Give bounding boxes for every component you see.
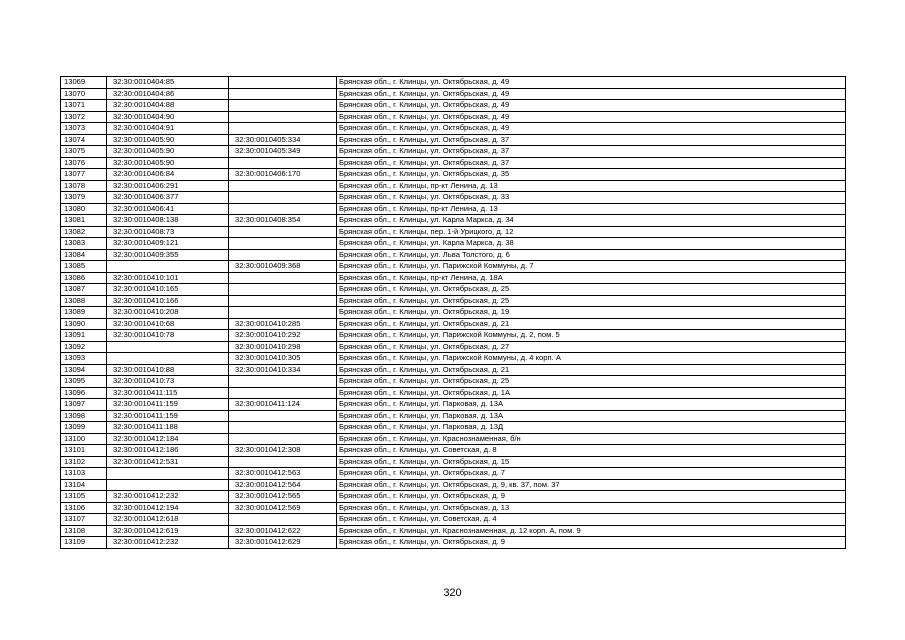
land-cadastral-number-cell: 32:30:0010412:184 (107, 433, 229, 445)
row-number-cell: 13069 (61, 77, 107, 89)
table-row (61, 249, 846, 261)
row-number-cell: 13102 (61, 456, 107, 468)
table-row (61, 433, 846, 445)
land-cadastral-number-cell: 32:30:0010410:165 (107, 284, 229, 296)
row-number-cell: 13106 (61, 502, 107, 514)
address-cell: Брянская обл., г. Клинцы, ул. Октябрьская, д. 33 (337, 192, 846, 204)
table-row (61, 410, 846, 422)
table-row (61, 491, 846, 503)
address-cell: Брянская обл., г. Клинцы, ул. Краснознаменная, б/н (337, 433, 846, 445)
row-number-cell: 13107 (61, 514, 107, 526)
land-cadastral-number-cell: 32:30:0010410:208 (107, 307, 229, 319)
table-row (61, 422, 846, 434)
row-number-cell: 13073 (61, 123, 107, 135)
table-row (61, 537, 846, 549)
land-cadastral-number-cell: 32:30:0010405:90 (107, 157, 229, 169)
row-number-cell: 13095 (61, 376, 107, 388)
land-cadastral-number-cell: 32:30:0010405:90 (107, 146, 229, 158)
address-cell: Брянская обл., г. Клинцы, ул. Краснознаменная, д. 12 корп. А, пом. 9 (337, 525, 846, 537)
row-number-cell: 13098 (61, 410, 107, 422)
land-cadastral-number-cell: 32:30:0010409:355 (107, 249, 229, 261)
building-cadastral-number-cell: 32:30:0010412:563 (229, 468, 337, 480)
land-cadastral-number-cell: 32:30:0010405:90 (107, 134, 229, 146)
table-row (61, 387, 846, 399)
row-number-cell: 13072 (61, 111, 107, 123)
building-cadastral-number-cell: 32:30:0010405:334 (229, 134, 337, 146)
land-cadastral-number-cell: 32:30:0010404:85 (107, 77, 229, 89)
row-number-cell: 13109 (61, 537, 107, 549)
table-row (61, 192, 846, 204)
land-cadastral-number-cell: 32:30:0010406:84 (107, 169, 229, 181)
building-cadastral-number-cell: 32:30:0010412:622 (229, 525, 337, 537)
land-cadastral-number-cell: 32:30:0010412:232 (107, 491, 229, 503)
table-row (61, 445, 846, 457)
table-row (61, 203, 846, 215)
row-number-cell: 13091 (61, 330, 107, 342)
row-number-cell: 13096 (61, 387, 107, 399)
address-cell: Брянская обл., г. Клинцы, ул. Льва Толстого, д. 6 (337, 249, 846, 261)
address-cell: Брянская обл., г. Клинцы, ул. Парковая, д. 13А (337, 410, 846, 422)
row-number-cell: 13089 (61, 307, 107, 319)
building-cadastral-number-cell (229, 284, 337, 296)
address-cell: Брянская обл., г. Клинцы, ул. Парковая, д. 13Д (337, 422, 846, 434)
land-cadastral-number-cell: 32:30:0010411:188 (107, 422, 229, 434)
land-cadastral-number-cell: 32:30:0010410:88 (107, 364, 229, 376)
table-row (61, 284, 846, 296)
building-cadastral-number-cell (229, 422, 337, 434)
land-cadastral-number-cell (107, 341, 229, 353)
row-number-cell: 13077 (61, 169, 107, 181)
land-cadastral-number-cell: 32:30:0010406:377 (107, 192, 229, 204)
row-number-cell: 13086 (61, 272, 107, 284)
row-number-cell: 13097 (61, 399, 107, 411)
row-number-cell: 13078 (61, 180, 107, 192)
land-cadastral-number-cell: 32:30:0010412:531 (107, 456, 229, 468)
row-number-cell: 13070 (61, 88, 107, 100)
table-row (61, 157, 846, 169)
address-cell: Брянская обл., г. Клинцы, ул. Парижской Коммуны, д. 4 корп. А (337, 353, 846, 365)
table-row (61, 364, 846, 376)
row-number-cell: 13104 (61, 479, 107, 491)
address-cell: Брянская обл., г. Клинцы, ул. Советская, д. 4 (337, 514, 846, 526)
address-cell: Брянская обл., г. Клинцы, ул. Октябрьская, д. 15 (337, 456, 846, 468)
row-number-cell: 13092 (61, 341, 107, 353)
building-cadastral-number-cell: 32:30:0010412:564 (229, 479, 337, 491)
row-number-cell: 13105 (61, 491, 107, 503)
building-cadastral-number-cell (229, 203, 337, 215)
building-cadastral-number-cell: 32:30:0010412:629 (229, 537, 337, 549)
building-cadastral-number-cell: 32:30:0010410:305 (229, 353, 337, 365)
address-cell: Брянская обл., г. Клинцы, ул. Октябрьская, д. 49 (337, 111, 846, 123)
building-cadastral-number-cell: 32:30:0010410:292 (229, 330, 337, 342)
building-cadastral-number-cell (229, 295, 337, 307)
row-number-cell: 13099 (61, 422, 107, 434)
building-cadastral-number-cell: 32:30:0010405:349 (229, 146, 337, 158)
address-cell: Брянская обл., г. Клинцы, ул. Октябрьская, д. 9 (337, 537, 846, 549)
address-cell: Брянская обл., г. Клинцы, ул. Октябрьская, д. 25 (337, 376, 846, 388)
building-cadastral-number-cell: 32:30:0010412:569 (229, 502, 337, 514)
land-cadastral-number-cell: 32:30:0010410:78 (107, 330, 229, 342)
table-row (61, 215, 846, 227)
address-cell: Брянская обл., г. Клинцы, ул. Октябрьская, д. 49 (337, 88, 846, 100)
address-cell: Брянская обл., г. Клинцы, ул. Карла Маркса, д. 38 (337, 238, 846, 250)
address-cell: Брянская обл., г. Клинцы, ул. Октябрьская, д. 37 (337, 146, 846, 158)
land-cadastral-number-cell: 32:30:0010410:73 (107, 376, 229, 388)
table-row (61, 353, 846, 365)
land-cadastral-number-cell: 32:30:0010408:73 (107, 226, 229, 238)
land-cadastral-number-cell: 32:30:0010406:291 (107, 180, 229, 192)
table-row (61, 169, 846, 181)
building-cadastral-number-cell: 32:30:0010411:124 (229, 399, 337, 411)
row-number-cell: 13087 (61, 284, 107, 296)
page-number: 320 (443, 587, 462, 599)
land-cadastral-number-cell: 32:30:0010411:159 (107, 399, 229, 411)
building-cadastral-number-cell: 32:30:0010410:298 (229, 341, 337, 353)
table-row (61, 180, 846, 192)
table-row (61, 330, 846, 342)
row-number-cell: 13076 (61, 157, 107, 169)
address-cell: Брянская обл., г. Клинцы, ул. Октябрьская, д. 7 (337, 468, 846, 480)
address-cell: Брянская обл., г. Клинцы, ул. Октябрьская, д. 9, кв. 37, пом. 37 (337, 479, 846, 491)
row-number-cell: 13082 (61, 226, 107, 238)
building-cadastral-number-cell: 32:30:0010406:170 (229, 169, 337, 181)
building-cadastral-number-cell (229, 433, 337, 445)
land-cadastral-number-cell: 32:30:0010412:232 (107, 537, 229, 549)
land-cadastral-number-cell: 32:30:0010404:86 (107, 88, 229, 100)
row-number-cell: 13074 (61, 134, 107, 146)
address-cell: Брянская обл., г. Клинцы, ул. Октябрьская, д. 49 (337, 100, 846, 112)
building-cadastral-number-cell: 32:30:0010410:334 (229, 364, 337, 376)
table-body (61, 77, 846, 549)
row-number-cell: 13083 (61, 238, 107, 250)
table-row (61, 514, 846, 526)
table-row (61, 295, 846, 307)
address-cell: Брянская обл., г. Клинцы, ул. Парковая, д. 13А (337, 399, 846, 411)
address-cell: Брянская обл., г. Клинцы, ул. Октябрьская, д. 21 (337, 364, 846, 376)
row-number-cell: 13075 (61, 146, 107, 158)
address-cell: Брянская обл., г. Клинцы, пр-кт Ленина, д. 13 (337, 203, 846, 215)
address-cell: Брянская обл., г. Клинцы, ул. Октябрьская, д. 37 (337, 157, 846, 169)
property-table (60, 76, 846, 549)
land-cadastral-number-cell: 32:30:0010410:68 (107, 318, 229, 330)
address-cell: Брянская обл., г. Клинцы, ул. Октябрьская, д. 49 (337, 77, 846, 89)
building-cadastral-number-cell (229, 192, 337, 204)
table-row (61, 272, 846, 284)
land-cadastral-number-cell: 32:30:0010404:90 (107, 111, 229, 123)
building-cadastral-number-cell (229, 88, 337, 100)
address-cell: Брянская обл., г. Клинцы, пер. 1-й Урицкого, д. 12 (337, 226, 846, 238)
table-row (61, 100, 846, 112)
row-number-cell: 13094 (61, 364, 107, 376)
land-cadastral-number-cell: 32:30:0010411:115 (107, 387, 229, 399)
table-row (61, 261, 846, 273)
row-number-cell: 13071 (61, 100, 107, 112)
land-cadastral-number-cell: 32:30:0010410:101 (107, 272, 229, 284)
table-row (61, 318, 846, 330)
land-cadastral-number-cell (107, 479, 229, 491)
table-row (61, 399, 846, 411)
address-cell: Брянская обл., г. Клинцы, ул. Карла Маркса, д. 34 (337, 215, 846, 227)
address-cell: Брянская обл., г. Клинцы, ул. Октябрьская, д. 1А (337, 387, 846, 399)
row-number-cell: 13103 (61, 468, 107, 480)
land-cadastral-number-cell: 32:30:0010406:41 (107, 203, 229, 215)
building-cadastral-number-cell (229, 77, 337, 89)
row-number-cell: 13081 (61, 215, 107, 227)
row-number-cell: 13079 (61, 192, 107, 204)
table-row (61, 376, 846, 388)
building-cadastral-number-cell: 32:30:0010412:308 (229, 445, 337, 457)
land-cadastral-number-cell: 32:30:0010412:619 (107, 525, 229, 537)
land-cadastral-number-cell (107, 261, 229, 273)
building-cadastral-number-cell: 32:30:0010410:285 (229, 318, 337, 330)
row-number-cell: 13101 (61, 445, 107, 457)
building-cadastral-number-cell (229, 157, 337, 169)
building-cadastral-number-cell (229, 376, 337, 388)
row-number-cell: 13085 (61, 261, 107, 273)
address-cell: Брянская обл., г. Клинцы, пр-кт Ленина, д. 13 (337, 180, 846, 192)
row-number-cell: 13108 (61, 525, 107, 537)
table-row (61, 525, 846, 537)
table-row (61, 238, 846, 250)
building-cadastral-number-cell (229, 180, 337, 192)
row-number-cell: 13084 (61, 249, 107, 261)
table-row (61, 502, 846, 514)
building-cadastral-number-cell (229, 123, 337, 135)
building-cadastral-number-cell: 32:30:0010409:368 (229, 261, 337, 273)
row-number-cell: 13093 (61, 353, 107, 365)
address-cell: Брянская обл., г. Клинцы, ул. Октябрьская, д. 35 (337, 169, 846, 181)
table-row (61, 77, 846, 89)
building-cadastral-number-cell (229, 307, 337, 319)
building-cadastral-number-cell (229, 387, 337, 399)
address-cell: Брянская обл., г. Клинцы, пр-кт Ленина, д. 18А (337, 272, 846, 284)
address-cell: Брянская обл., г. Клинцы, ул. Октябрьская, д. 21 (337, 318, 846, 330)
row-number-cell: 13090 (61, 318, 107, 330)
table-row (61, 341, 846, 353)
table-row (61, 111, 846, 123)
land-cadastral-number-cell: 32:30:0010404:88 (107, 100, 229, 112)
row-number-cell: 13080 (61, 203, 107, 215)
building-cadastral-number-cell (229, 249, 337, 261)
table-row (61, 134, 846, 146)
address-cell: Брянская обл., г. Клинцы, ул. Октябрьская, д. 13 (337, 502, 846, 514)
land-cadastral-number-cell: 32:30:0010410:166 (107, 295, 229, 307)
building-cadastral-number-cell (229, 238, 337, 250)
building-cadastral-number-cell (229, 100, 337, 112)
table-row (61, 88, 846, 100)
building-cadastral-number-cell (229, 514, 337, 526)
table-row (61, 146, 846, 158)
address-cell: Брянская обл., г. Клинцы, ул. Октябрьская, д. 25 (337, 284, 846, 296)
land-cadastral-number-cell: 32:30:0010412:618 (107, 514, 229, 526)
building-cadastral-number-cell: 32:30:0010412:565 (229, 491, 337, 503)
address-cell: Брянская обл., г. Клинцы, ул. Октябрьская, д. 19 (337, 307, 846, 319)
land-cadastral-number-cell (107, 353, 229, 365)
address-cell: Брянская обл., г. Клинцы, ул. Октябрьская, д. 25 (337, 295, 846, 307)
building-cadastral-number-cell (229, 111, 337, 123)
land-cadastral-number-cell: 32:30:0010411:159 (107, 410, 229, 422)
building-cadastral-number-cell: 32:30:0010408:354 (229, 215, 337, 227)
building-cadastral-number-cell (229, 226, 337, 238)
table-row (61, 456, 846, 468)
address-cell: Брянская обл., г. Клинцы, ул. Парижской Коммуны, д. 7 (337, 261, 846, 273)
row-number-cell: 13088 (61, 295, 107, 307)
address-cell: Брянская обл., г. Клинцы, ул. Советская, д. 8 (337, 445, 846, 457)
row-number-cell: 13100 (61, 433, 107, 445)
table-row (61, 468, 846, 480)
land-cadastral-number-cell: 32:30:0010412:194 (107, 502, 229, 514)
table-row (61, 307, 846, 319)
address-cell: Брянская обл., г. Клинцы, ул. Октябрьская, д. 37 (337, 134, 846, 146)
table-row (61, 226, 846, 238)
land-cadastral-number-cell: 32:30:0010404:91 (107, 123, 229, 135)
address-cell: Брянская обл., г. Клинцы, ул. Октябрьская, д. 49 (337, 123, 846, 135)
building-cadastral-number-cell (229, 456, 337, 468)
land-cadastral-number-cell: 32:30:0010408:138 (107, 215, 229, 227)
table-row (61, 479, 846, 491)
land-cadastral-number-cell: 32:30:0010409:121 (107, 238, 229, 250)
address-cell: Брянская обл., г. Клинцы, ул. Парижской Коммуны, д. 2, пом. 5 (337, 330, 846, 342)
land-cadastral-number-cell (107, 468, 229, 480)
land-cadastral-number-cell: 32:30:0010412:186 (107, 445, 229, 457)
building-cadastral-number-cell (229, 272, 337, 284)
table-row (61, 123, 846, 135)
address-cell: Брянская обл., г. Клинцы, ул. Октябрьская, д. 9 (337, 491, 846, 503)
building-cadastral-number-cell (229, 410, 337, 422)
address-cell: Брянская обл., г. Клинцы, ул. Октябрьская, д. 27 (337, 341, 846, 353)
